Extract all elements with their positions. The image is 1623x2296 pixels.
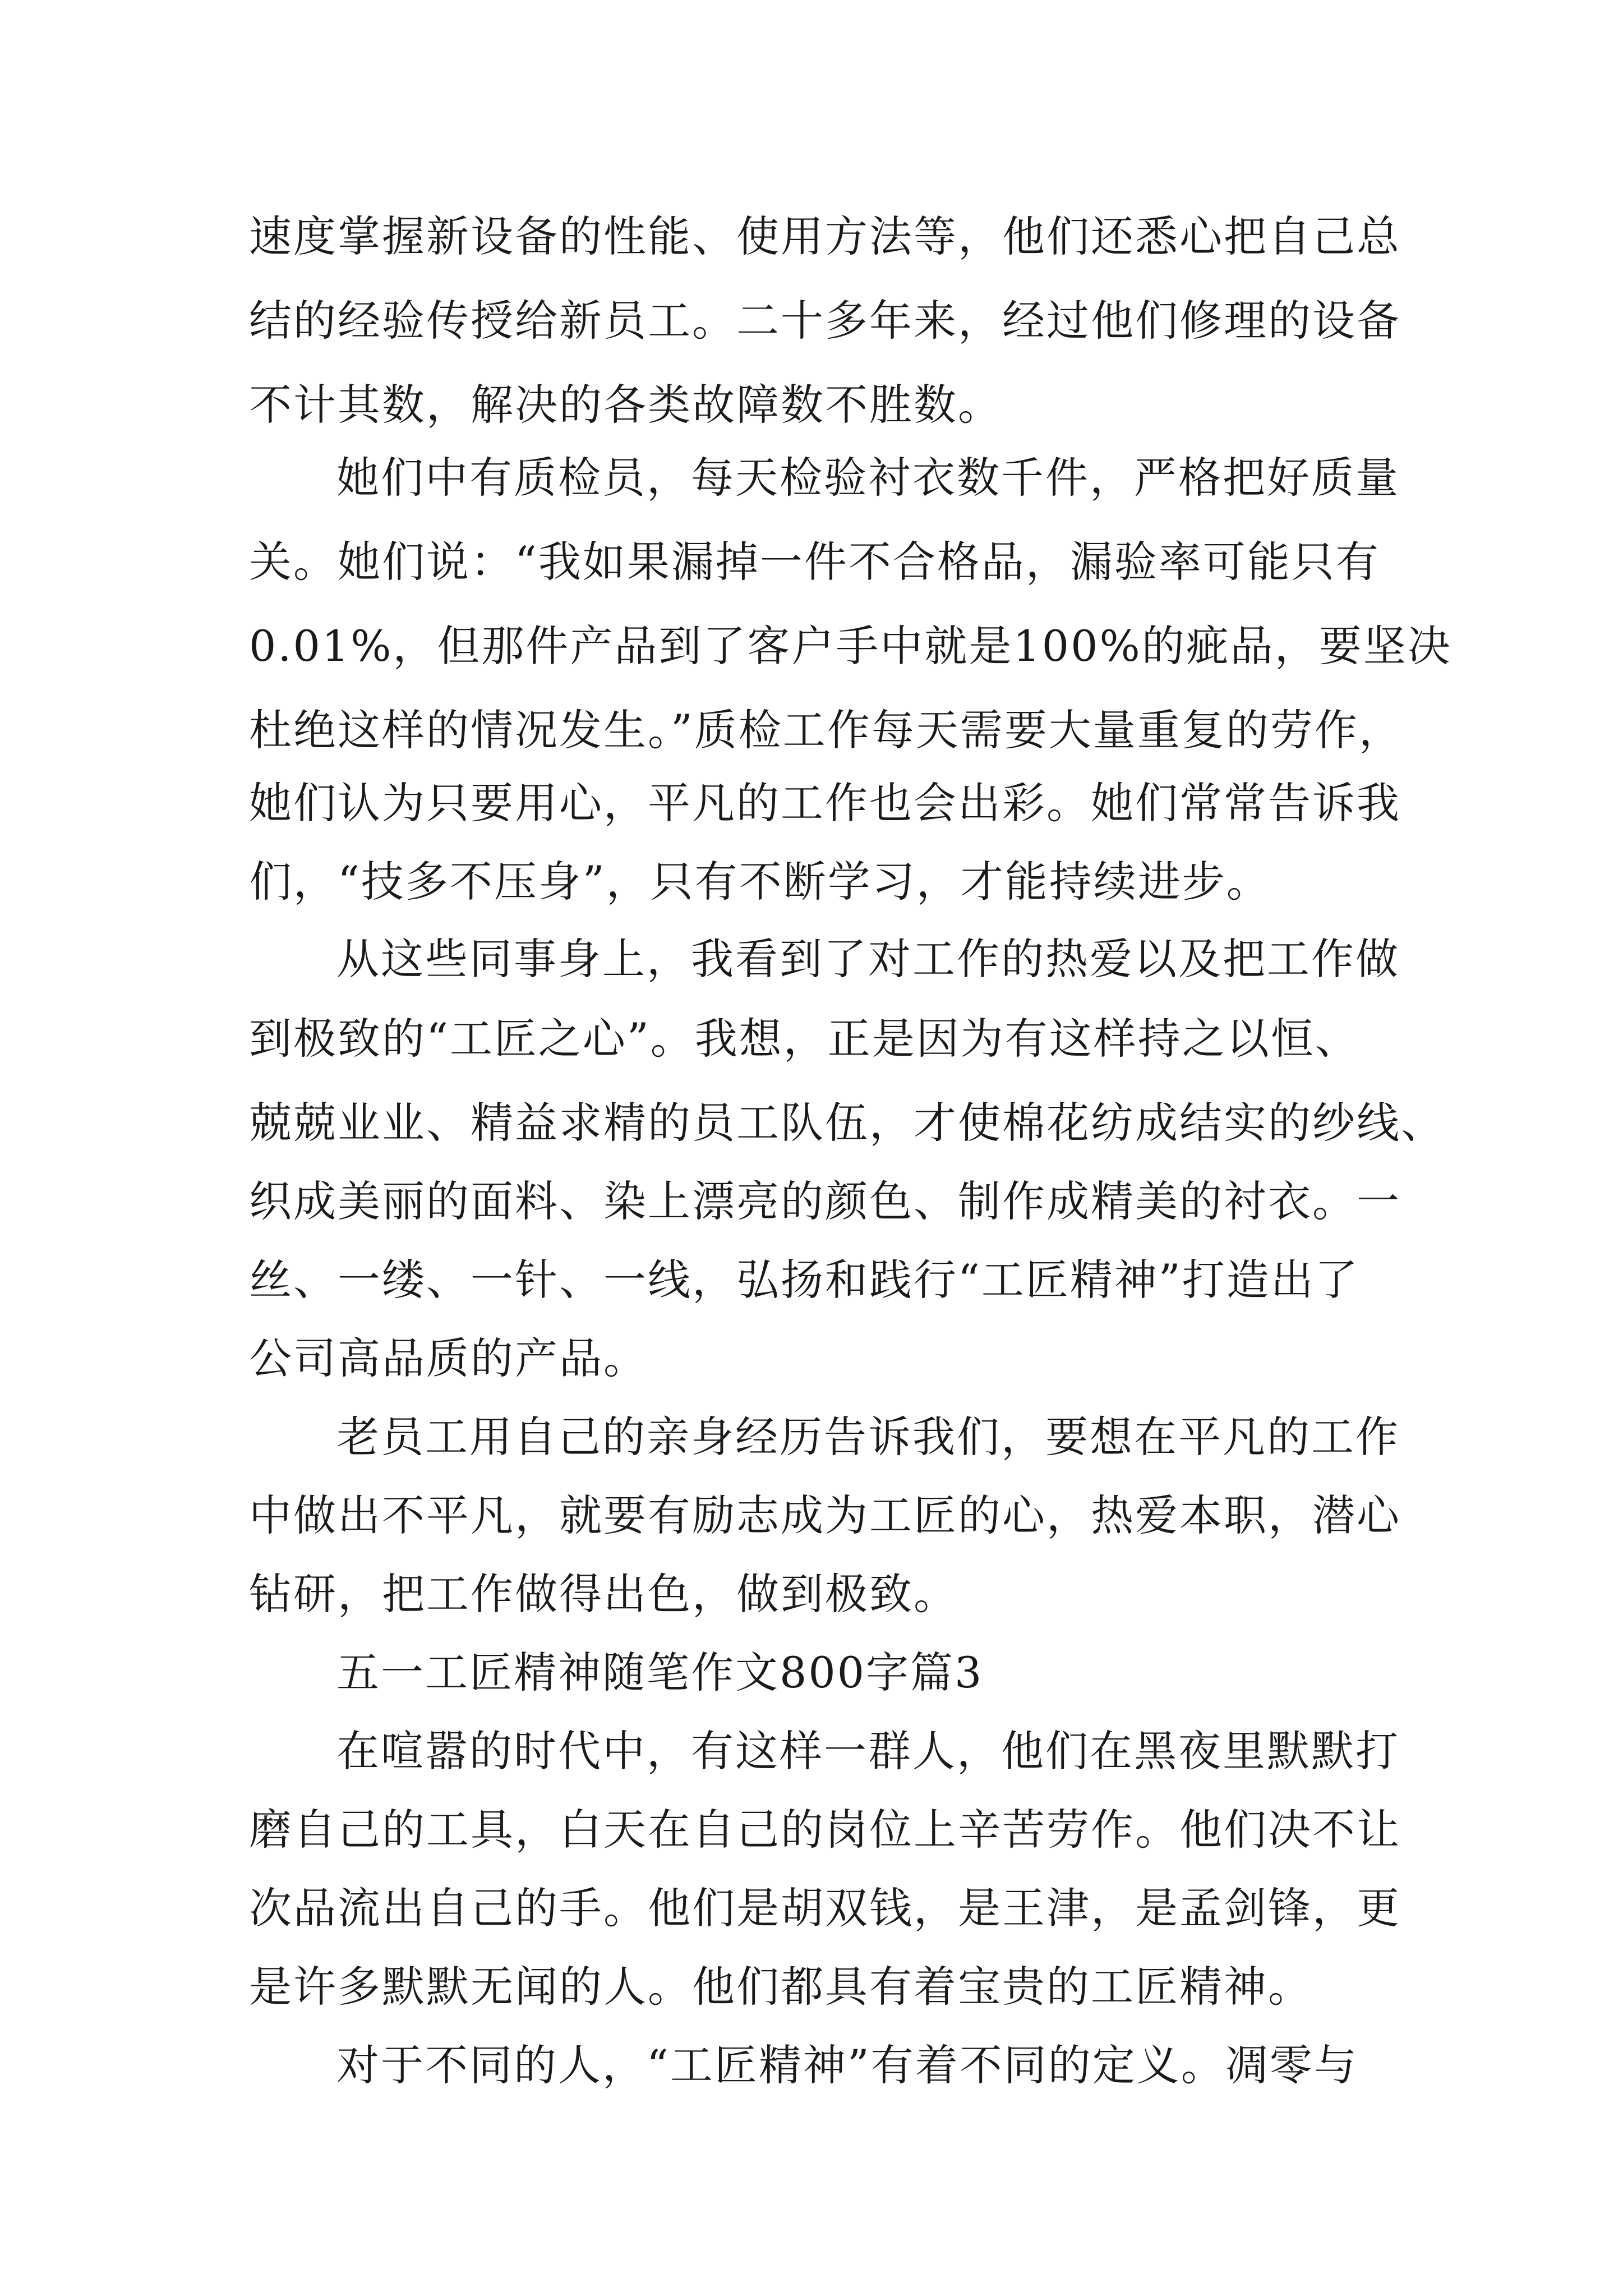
text-line: 次品流出自己的手。他们是胡双钱，是王津，是孟剑锋，更: [249, 1883, 1401, 1933]
text-line: 关。她们说：“我如果漏掉一件不合格品，漏验率可能只有: [249, 537, 1380, 587]
text-line: 磨自己的工具，白天在自己的岗位上辛苦劳作。他们决不让: [249, 1805, 1401, 1855]
text-line: 到极致的“工匠之心”。我想，正是因为有这样持之以恒、: [249, 1014, 1359, 1064]
text-line: 速度掌握新设备的性能、使用方法等，他们还悉心把自己总: [249, 211, 1401, 261]
text-line: 是许多默默无闻的人。他们都具有着宝贵的工匠精神。: [249, 1962, 1312, 2012]
paragraph-first-line: 对于不同的人，“工匠精神”有着不同的定义。凋零与: [336, 2040, 1358, 2090]
text-line: 0.01%，但那件产品到了客户手中就是100%的疵品，要坚决: [249, 621, 1452, 671]
text-line: 不计其数，解决的各类故障数不胜数。: [249, 380, 1002, 430]
section-heading: 五一工匠精神随笔作文800字篇3: [336, 1648, 984, 1697]
paragraph-first-line: 她们中有质检员，每天检验衬衣数千件，严格把好质量: [336, 453, 1400, 503]
text-line: 钻研，把工作做得出色，做到极致。: [249, 1569, 958, 1619]
text-line: 丝、一缕、一针、一线，弘扬和践行“工匠精神”打造出了: [249, 1255, 1359, 1305]
text-line: 兢兢业业、精益求精的员工队伍，才使棉花纺成结实的纱线、: [249, 1098, 1445, 1148]
text-line: 公司高品质的产品。: [249, 1333, 648, 1383]
text-line: 结的经验传授给新员工。二十多年来，经过他们修理的设备: [249, 296, 1401, 346]
text-line: 织成美丽的面料、染上漂亮的颜色、制作成精美的衬衣。一: [249, 1176, 1401, 1226]
paragraph-first-line: 从这些同事身上，我看到了对工作的热爱以及把工作做: [336, 934, 1400, 984]
paragraph-first-line: 老员工用自己的亲身经历告诉我们，要想在平凡的工作: [336, 1412, 1400, 1462]
text-line: 中做出不平凡，就要有励志成为工匠的心，热爱本职，潜心: [249, 1490, 1401, 1540]
text-line: 们，“技多不压身”，只有不断学习，才能持续进步。: [249, 857, 1271, 907]
text-line: 她们认为只要用心，平凡的工作也会出彩。她们常常告诉我: [249, 778, 1401, 828]
text-line: 杜绝这样的情况发生。”质检工作每天需要大量重复的劳作，: [249, 705, 1403, 755]
paragraph-first-line: 在喧嚣的时代中，有这样一群人，他们在黑夜里默默打: [336, 1726, 1400, 1776]
